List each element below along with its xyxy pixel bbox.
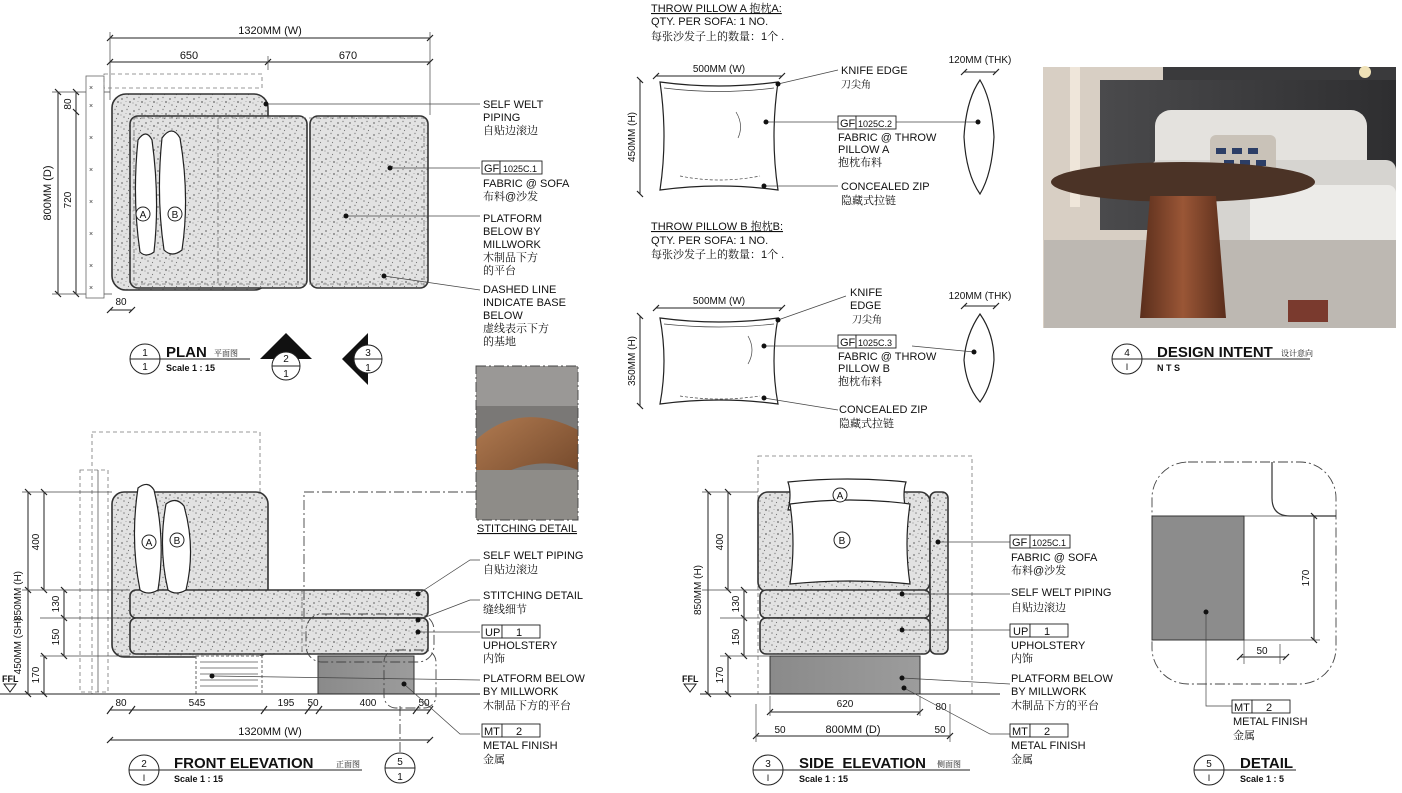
side-note-self-welt-cn: 自贴边滚边 [1011, 602, 1066, 614]
plan-view [42, 25, 570, 385]
side-dim-50-right: 50 [934, 725, 946, 736]
plan-note-dashed-cn-2: 的基地 [483, 336, 516, 348]
section-marker-2 [260, 333, 312, 380]
side-dim-80: 80 [935, 702, 947, 713]
pillow-b-zip-cn: 隐藏式拉链 [839, 418, 894, 430]
side-note-platform-1: PLATFORM BELOW [1011, 673, 1113, 685]
front-dim-50a: 50 [307, 698, 319, 709]
pillow-b-knife-cn: 刀尖角 [852, 315, 882, 326]
side-dim-130: 130 [731, 595, 742, 613]
plan-note-dashed-1: DASHED LINE [483, 284, 557, 296]
front-note-metal: METAL FINISH [483, 740, 558, 752]
front-note-self-welt-cn: 自贴边滚边 [483, 564, 538, 576]
pillow-b-dim-w: 500MM (W) [692, 296, 746, 307]
front-mt-tag: MT [484, 726, 500, 738]
plan-dim-left: 650 [179, 50, 199, 62]
side-title-block [753, 755, 970, 785]
plan-pillow-b [159, 131, 185, 254]
section-marker-3 [342, 333, 382, 385]
plan-note-platform-1: PLATFORM [483, 213, 543, 225]
front-note-platform-cn: 木制品下方的平台 [483, 700, 571, 712]
plan-note-platform-2: BELOW BY [483, 226, 541, 238]
detail-bubble-bottom: I [1207, 773, 1211, 783]
svg-text:×: × [89, 285, 94, 292]
detail-bubble-top: 5 [1206, 759, 1212, 770]
detail-dim-170: 170 [1301, 569, 1312, 587]
side-scale: Scale 1 : 15 [799, 774, 849, 784]
side-dim-170: 170 [715, 666, 726, 684]
side-note-upholstery: UPHOLSTERY [1011, 640, 1086, 652]
plan-note-self-welt-1: SELF WELT [483, 99, 544, 111]
front-pillow-b-label: B [173, 536, 181, 547]
plan-note-platform-cn-1: 木制品下方 [483, 252, 538, 264]
pillow-a-fabric-1: FABRIC @ THROW [838, 132, 937, 144]
detail-note-metal-cn: 金属 [1233, 730, 1255, 742]
front-scale: Scale 1 : 15 [174, 774, 224, 784]
pillow-b-gf: GF [840, 337, 856, 349]
design-intent-title-block [1112, 344, 1313, 374]
front-dim-50b: 50 [418, 698, 430, 709]
front-dim-sh-label: 450MM (SH) [13, 617, 24, 675]
design-intent-bubble-top: 4 [1124, 348, 1130, 359]
side-elevation-view [682, 456, 1113, 785]
side-pillow-b-label: B [838, 536, 846, 547]
plan-title-block [130, 344, 250, 374]
plan-dim-total: 1320MM (W) [238, 25, 302, 37]
section-2-top: 2 [283, 354, 289, 365]
front-bubble-bottom: I [142, 773, 146, 783]
section-2-bottom: 1 [283, 369, 289, 380]
svg-text:×: × [89, 167, 94, 174]
plan-note-fabric-cn: 布料@沙发 [483, 191, 539, 203]
front-pillow-a-label: A [145, 538, 153, 549]
design-intent-title-cn: 设计意向 [1281, 349, 1313, 358]
pillow-a-zip-cn: 隐藏式拉链 [841, 195, 896, 207]
detail-mt-num: 2 [1266, 702, 1273, 714]
side-dim-620: 620 [836, 699, 854, 710]
detail-note-metal: METAL FINISH [1233, 716, 1308, 728]
pillow-b-dim-thk: 120MM (THK) [948, 291, 1012, 302]
front-dim-170: 170 [31, 666, 42, 684]
pillow-a-knife-cn: 刀尖角 [841, 80, 871, 91]
plan-gf-code: 1025C.1 [503, 164, 538, 174]
side-mt-num: 2 [1044, 726, 1051, 738]
stitching-caption: STITCHING DETAIL [477, 523, 578, 535]
pillow-b-zip: CONCEALED ZIP [839, 404, 928, 416]
side-ffl: FFL [682, 674, 699, 684]
plan-pillow-a-label: A [139, 210, 147, 221]
svg-text:×: × [89, 135, 94, 142]
side-title-cn: 侧面图 [937, 760, 961, 769]
side-gf-tag: GF [1012, 537, 1028, 549]
side-note-platform-cn: 木制品下方的平台 [1011, 700, 1099, 712]
design-intent-scale: N T S [1157, 363, 1181, 373]
pillow-a-side [964, 80, 994, 194]
front-mt-num: 2 [516, 726, 523, 738]
front-up-tag: UP [485, 627, 501, 639]
plan-note-self-welt-cn: 自贴边滚边 [483, 125, 538, 137]
front-dim-545: 545 [188, 698, 206, 709]
plan-pillow-b-label: B [171, 210, 179, 221]
side-bubble-bottom: I [766, 773, 770, 783]
plan-dim-top: 80 [63, 98, 74, 110]
side-note-fabric-cn: 布料@沙发 [1011, 565, 1067, 577]
front-detail-bubble-top: 5 [397, 757, 403, 768]
pillow-b-knife-2: EDGE [850, 300, 882, 312]
detail-view [1152, 462, 1336, 785]
design-intent-title: DESIGN INTENT [1157, 344, 1273, 361]
side-dim-150: 150 [731, 628, 742, 646]
front-dim-400b: 400 [359, 698, 377, 709]
plan-title-cn: 平面图 [214, 349, 238, 358]
front-note-platform-1: PLATFORM BELOW [483, 673, 585, 685]
pillow-b-gf-code: 1025C.3 [858, 338, 893, 348]
detail-title: DETAIL [1240, 755, 1294, 772]
plan-note-dashed-cn-1: 虚线表示下方 [483, 323, 549, 335]
front-dim-195: 195 [277, 698, 295, 709]
detail-metal-block [1152, 516, 1244, 640]
pillow-a-qty-cn: 每张沙发子上的数量：1个 . [651, 31, 785, 43]
front-dim-h: 850MM (H) [13, 570, 24, 622]
plan-dim-depth: 800MM (D) [42, 165, 54, 221]
front-dim-80: 80 [115, 698, 127, 709]
side-dim-h: 850MM (H) [693, 564, 704, 616]
front-note-upholstery-cn: 内饰 [483, 653, 505, 665]
side-dim-400: 400 [715, 533, 726, 551]
pillow-a-zip: CONCEALED ZIP [841, 181, 930, 193]
side-note-metal: METAL FINISH [1011, 740, 1086, 752]
front-dim-150: 150 [51, 628, 62, 646]
side-note-self-welt: SELF WELT PIPING [1011, 587, 1112, 599]
side-up-num: 1 [1044, 626, 1051, 638]
pillow-a-dim-thk: 120MM (THK) [948, 55, 1012, 66]
plan-title: PLAN [166, 344, 207, 361]
plan-note-dashed-2: INDICATE BASE [483, 297, 566, 309]
front-ffl: FFL [2, 674, 19, 684]
pillow-a-dim-h: 450MM (H) [627, 111, 638, 163]
pillow-b-fabric-cn: 抱枕布料 [838, 376, 882, 388]
side-bubble-top: 3 [765, 759, 771, 770]
pillow-b-fabric-1: FABRIC @ THROW [838, 351, 937, 363]
plan-bubble-top: 1 [142, 348, 148, 359]
svg-text:×: × [89, 85, 94, 92]
plan-dim-right: 670 [338, 50, 358, 62]
front-dim-total: 1320MM (W) [238, 726, 302, 738]
svg-text:×: × [89, 231, 94, 238]
plan-seat-cushion-right [310, 116, 428, 288]
pillow-b-knife-1: KNIFE [850, 287, 883, 299]
throw-pillow-a-detail [627, 1, 1011, 207]
detail-scale: Scale 1 : 5 [1240, 774, 1285, 784]
design-intent-bubble-bottom: I [1125, 362, 1129, 372]
front-note-upholstery: UPHOLSTERY [483, 640, 558, 652]
pillow-b-fabric-2: PILLOW B [838, 363, 890, 375]
pillow-a-fabric-2: PILLOW A [838, 144, 890, 156]
side-dim-total: 800MM (D) [825, 724, 881, 736]
side-seat-bottom [760, 618, 930, 654]
pillow-b-qty-cn: 每张沙发子上的数量：1个 . [651, 249, 785, 261]
plan-scale: Scale 1 : 15 [166, 363, 216, 373]
svg-text:×: × [89, 103, 94, 110]
front-note-stitch: STITCHING DETAIL [483, 590, 584, 602]
front-seat-bottom [130, 618, 428, 654]
section-3-bottom: 1 [365, 363, 371, 374]
pillow-a-knife: KNIFE EDGE [841, 65, 908, 77]
side-note-upholstery-cn: 内饰 [1011, 653, 1033, 665]
side-dim-50-left: 50 [774, 725, 786, 736]
pillow-a-front [660, 82, 778, 190]
pillow-a-gf-code: 1025C.2 [858, 119, 893, 129]
detail-dim-50: 50 [1256, 646, 1268, 657]
plan-note-dashed-3: BELOW [483, 310, 523, 322]
side-up-tag: UP [1013, 626, 1029, 638]
front-note-self-welt: SELF WELT PIPING [483, 550, 584, 562]
detail-title-block [1194, 755, 1296, 785]
side-note-fabric: FABRIC @ SOFA [1011, 552, 1098, 564]
pillow-a-heading: THROW PILLOW A 抱枕A: [651, 3, 782, 15]
side-title: SIDE ELEVATION [799, 755, 926, 772]
front-note-stitch-cn: 缝线细节 [483, 604, 527, 616]
plan-pillow-a [135, 134, 156, 255]
front-detail-bubble-bottom: 1 [397, 772, 403, 783]
side-pillow-a-label: A [836, 491, 844, 502]
pillow-b-dim-h: 350MM (H) [627, 335, 638, 387]
side-metal-plinth [770, 656, 920, 694]
front-dim-130: 130 [51, 595, 62, 613]
design-intent-photo [1043, 66, 1396, 328]
side-gf-code: 1025C.1 [1032, 538, 1067, 548]
front-title-block [129, 755, 362, 785]
front-note-metal-cn: 金属 [483, 754, 505, 766]
pillow-a-gf: GF [840, 118, 856, 130]
pillow-a-fabric-cn: 抱枕布料 [838, 157, 882, 169]
plan-note-platform-cn-2: 的平台 [483, 265, 516, 277]
plan-note-platform-3: MILLWORK [483, 239, 541, 251]
plan-dim-inner: 720 [63, 191, 74, 209]
front-title-cn: 正面图 [336, 760, 360, 769]
pillow-b-heading: THROW PILLOW B 抱枕B: [651, 221, 784, 233]
side-note-platform-2: BY MILLWORK [1011, 686, 1087, 698]
stitching-detail-photo [476, 366, 578, 535]
pillow-a-qty: QTY. PER SOFA: 1 NO. [651, 16, 769, 28]
plan-note-self-welt-2: PIPING [483, 112, 521, 124]
front-up-num: 1 [516, 627, 523, 639]
plan-dim-bottom: 80 [115, 297, 127, 308]
svg-text:×: × [89, 263, 94, 270]
front-bubble-top: 2 [141, 759, 147, 770]
detail-mt-tag: MT [1234, 702, 1250, 714]
plan-gf-tag: GF [484, 163, 500, 175]
svg-text:×: × [89, 199, 94, 206]
pillow-b-front [660, 318, 778, 404]
throw-pillow-b-detail [627, 219, 1011, 430]
front-note-platform-2: BY MILLWORK [483, 686, 559, 698]
side-note-metal-cn: 金属 [1011, 754, 1033, 766]
pillow-b-side [964, 314, 994, 402]
side-mt-tag: MT [1012, 726, 1028, 738]
pillow-a-dim-w: 500MM (W) [692, 64, 746, 75]
front-title: FRONT ELEVATION [174, 755, 314, 772]
plan-bubble-bottom: 1 [142, 362, 148, 373]
section-3-top: 3 [365, 348, 371, 359]
plan-note-fabric: FABRIC @ SOFA [483, 178, 570, 190]
pillow-b-qty: QTY. PER SOFA: 1 NO. [651, 235, 769, 247]
front-dim-400: 400 [31, 533, 42, 551]
